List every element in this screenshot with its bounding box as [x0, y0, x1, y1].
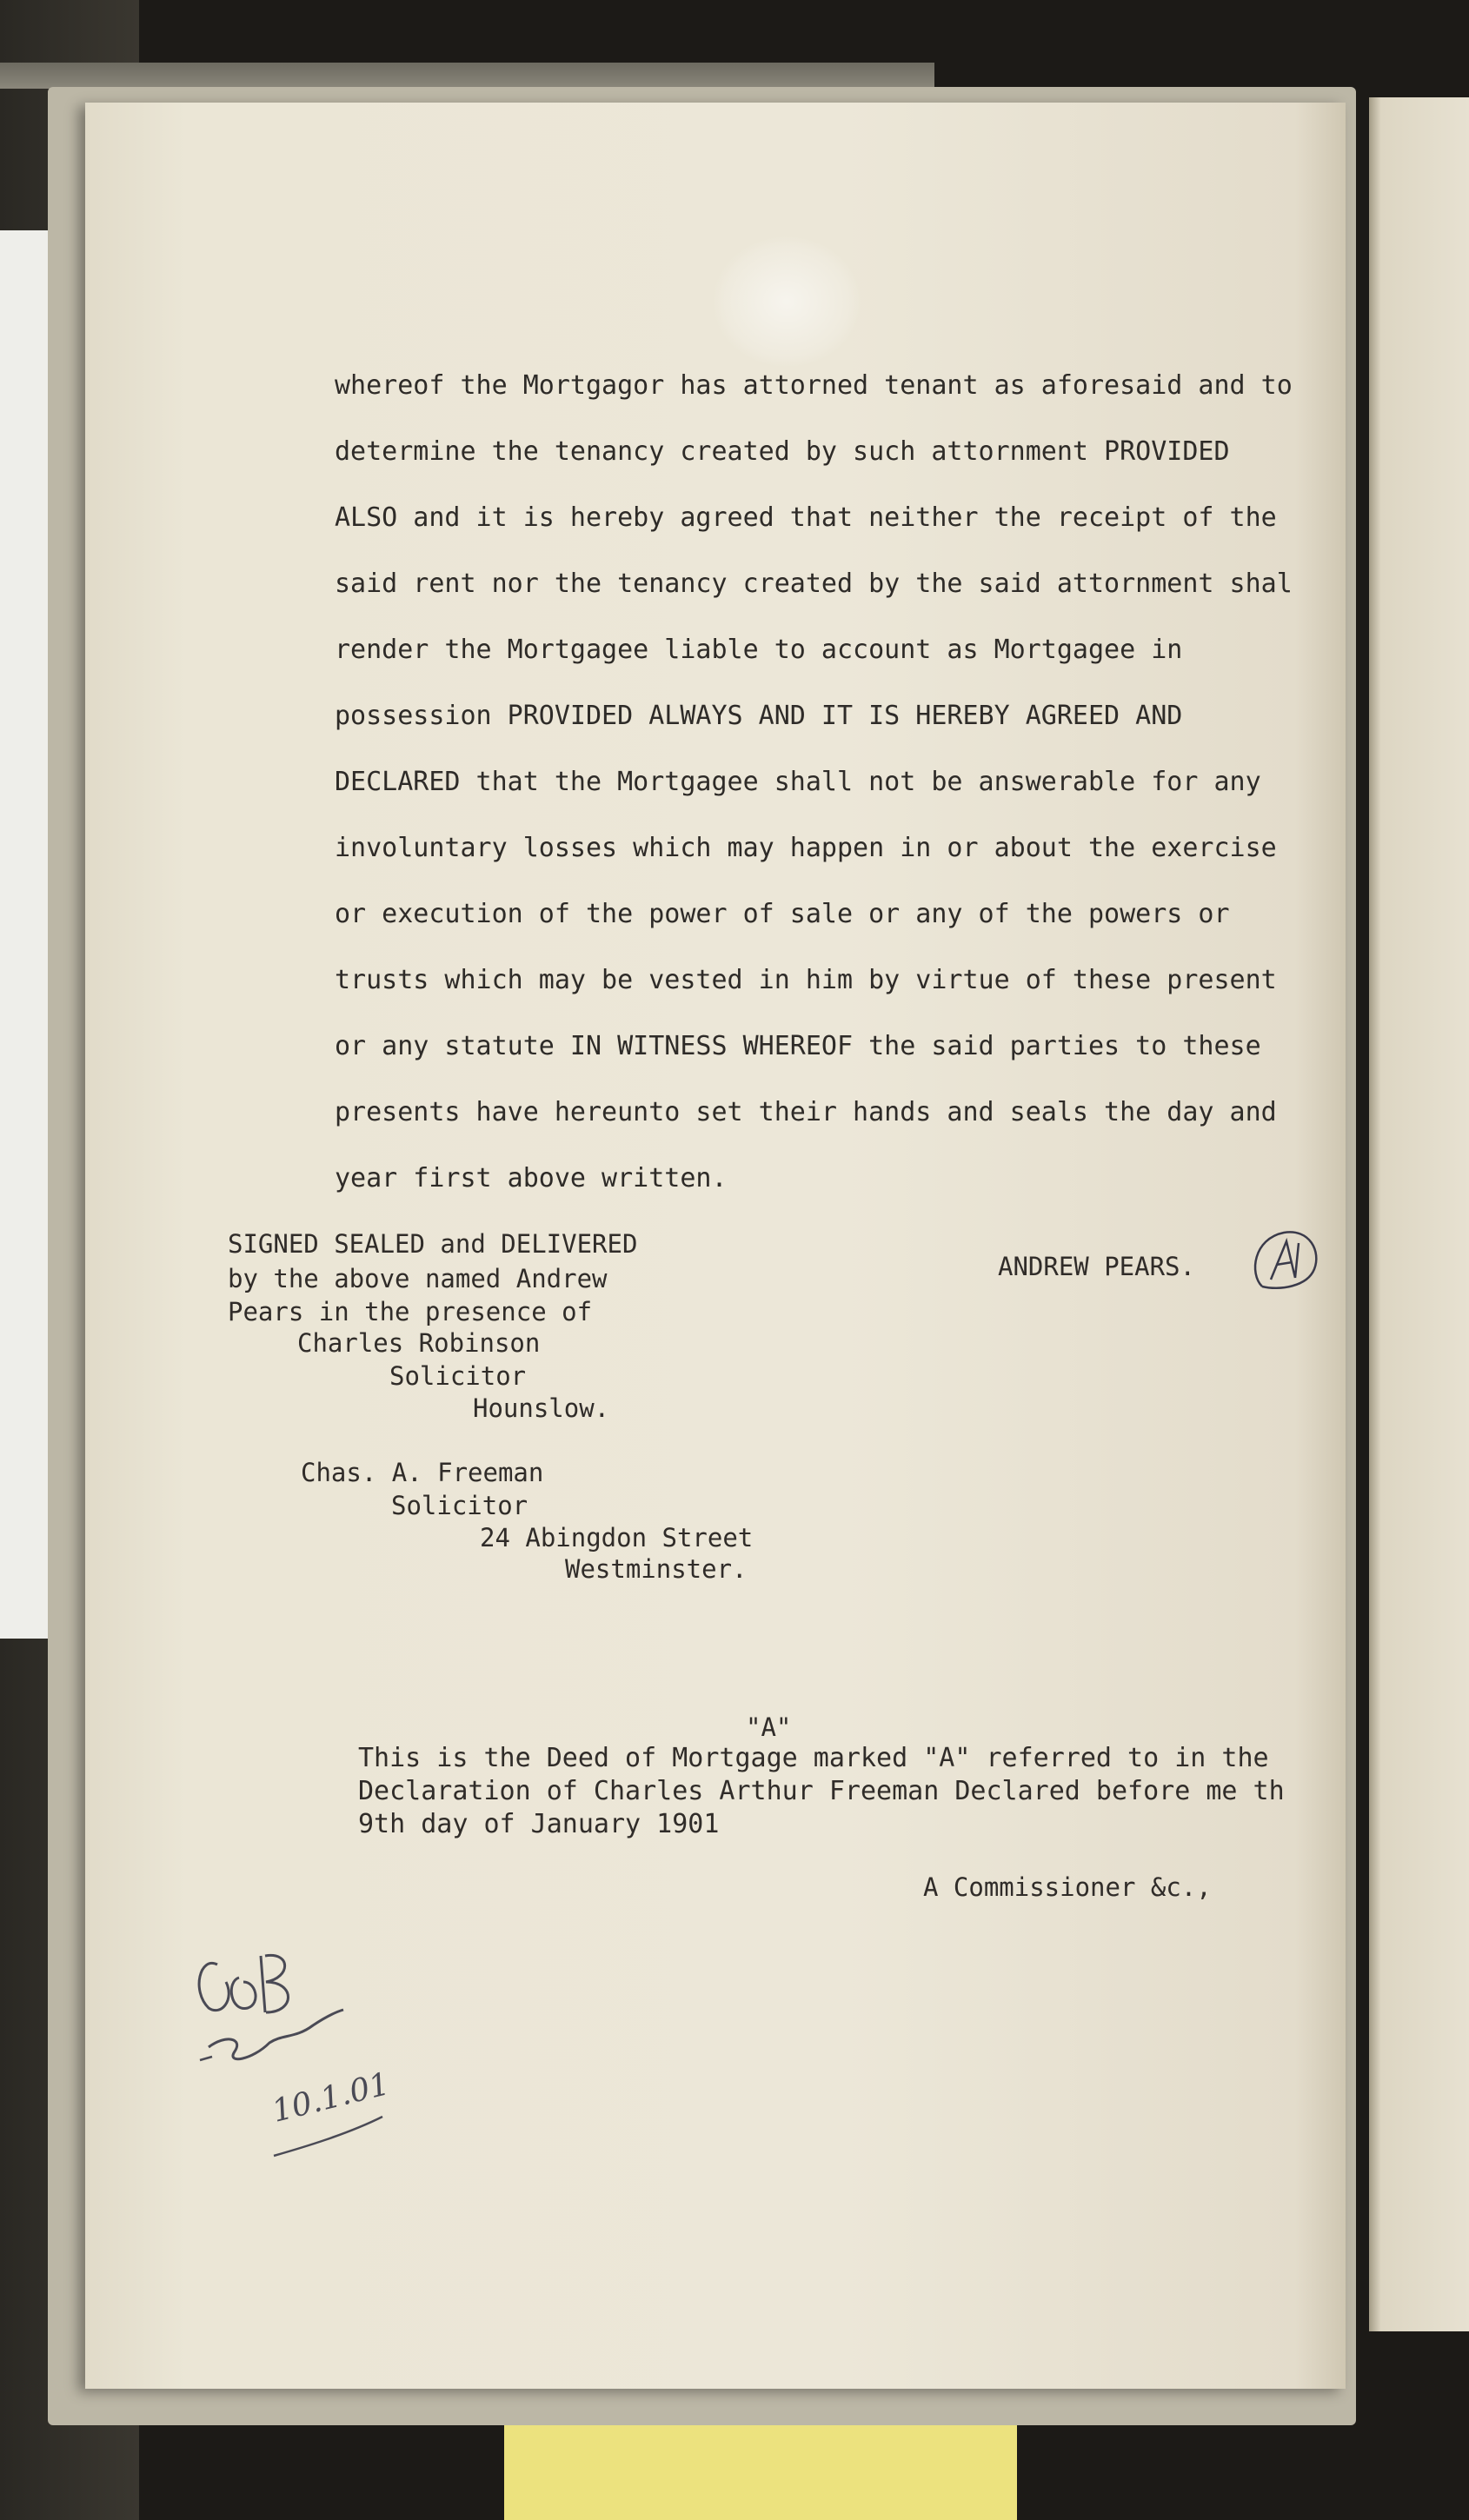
signatory-name: ANDREW PEARS.: [998, 1252, 1195, 1281]
body-line: trusts which may be vested in him by virtue of these present: [335, 965, 1277, 995]
attestation-line: by the above named Andrew: [228, 1264, 608, 1293]
body-line: DECLARED that the Mortgagee shall not be answerable for any: [335, 767, 1261, 797]
attestation-line: Pears in the presence of: [228, 1297, 593, 1326]
body-line: said rent nor the tenancy created by the said attornment shal: [335, 568, 1293, 599]
witness-title: Solicitor: [391, 1491, 528, 1520]
witness-name: Charles Robinson: [297, 1328, 541, 1358]
exhibit-line: This is the Deed of Mortgage marked "A" referred to in the: [358, 1743, 1269, 1773]
body-line: ALSO and it is hereby agreed that neither the receipt of the: [335, 502, 1277, 533]
witness-name: Chas. A. Freeman: [301, 1458, 544, 1487]
witness-street: 24 Abingdon Street: [480, 1523, 754, 1553]
exhibit-line: 9th day of January 1901: [358, 1809, 720, 1839]
witness-place: Westminster.: [565, 1554, 748, 1584]
binding-top-edge: [0, 63, 934, 89]
yellow-tag: [504, 2425, 1017, 2520]
body-line: year first above written.: [335, 1163, 728, 1194]
body-line: or any statute IN WITNESS WHEREOF the said parties to these: [335, 1031, 1261, 1061]
embossed-seal-icon: [713, 236, 861, 367]
marginal-date: 10.1.01: [269, 2065, 394, 2130]
body-line: determine the tenancy created by such attornment PROVIDED: [335, 436, 1230, 467]
commissioner-line: A Commissioner &c.,: [923, 1872, 1212, 1902]
body-line: render the Mortgagee liable to account as Mortgagee in: [335, 635, 1183, 665]
body-line: whereof the Mortgagor has attorned tenant as aforesaid and to: [335, 370, 1293, 401]
deed-body: [335, 363, 1365, 1222]
witness-place: Hounslow.: [473, 1393, 610, 1423]
attestation-line: SIGNED SEALED and DELIVERED: [228, 1229, 638, 1259]
exhibit-line: Declaration of Charles Arthur Freeman Declared before me th: [358, 1776, 1285, 1806]
body-line: involuntary losses which may happen in or about the exercise: [335, 833, 1277, 863]
facing-page: [1369, 97, 1469, 2331]
body-line: possession PROVIDED ALWAYS AND IT IS HEREBY AGREED AND: [335, 701, 1183, 731]
exhibit-mark: "A": [746, 1712, 792, 1742]
body-line: presents have hereunto set their hands and seals the day and: [335, 1097, 1277, 1127]
witness-title: Solicitor: [389, 1361, 527, 1391]
seal-initials-icon: [1245, 1226, 1323, 1295]
handwritten-initials-icon: [174, 1930, 417, 2191]
body-line: or execution of the power of sale or any of the powers or: [335, 899, 1230, 929]
